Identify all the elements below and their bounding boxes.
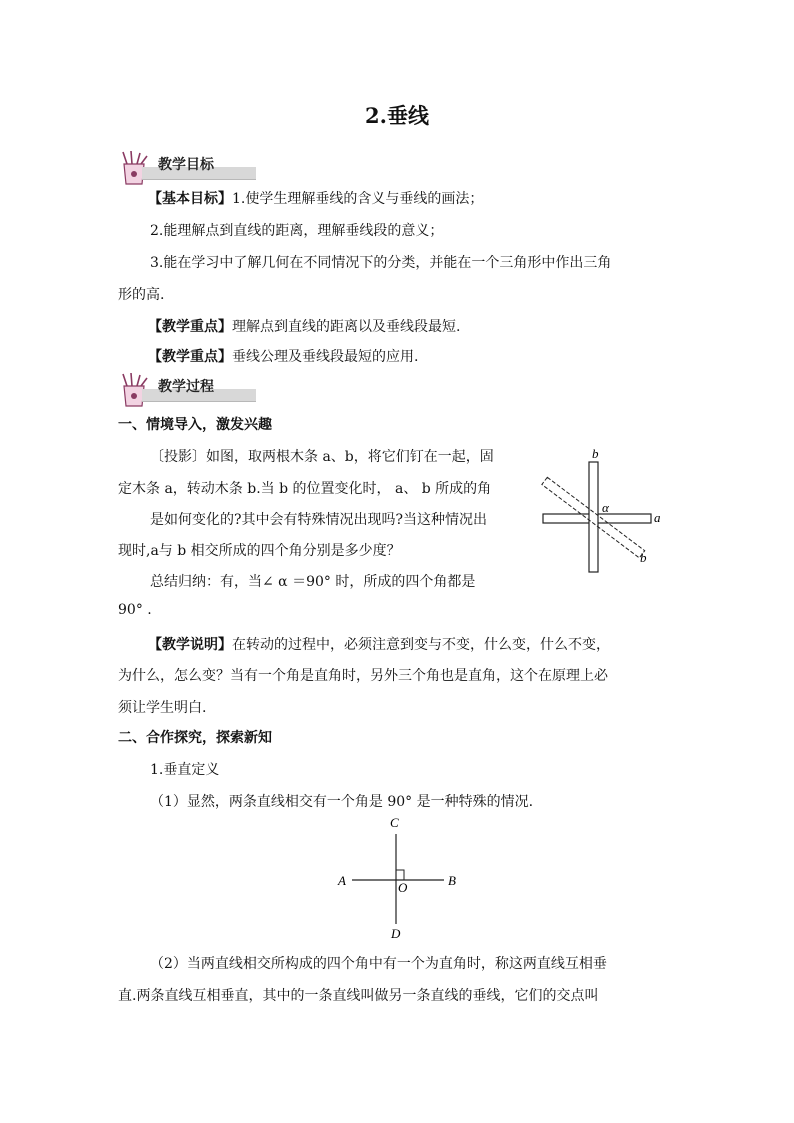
summary-line: 总结归纳：有，当∠ α ＝90° 时，所成的四个角都是 xyxy=(150,574,476,590)
statement-1: （1）显然，两条直线相交有一个角是 90° 是一种特殊的情况. xyxy=(150,794,534,810)
summary-line: 90° . xyxy=(118,602,152,618)
teaching-note-line: 须让学生明白. xyxy=(118,700,207,716)
statement-2-line2: 直.两条直线互相垂直，其中的一条直线叫做另一条直线的垂线，它们的交点叫 xyxy=(118,988,599,1004)
section-heading-label: 教学目标 xyxy=(158,157,214,173)
statement-2-line1: （2）当两直线相交所构成的四个角中有一个为直角时，称这两直线互相垂 xyxy=(150,956,607,972)
key-point-2 xyxy=(148,346,418,366)
goal-basic xyxy=(148,188,483,208)
teaching-note-text: 在转动的过程中，必须注意到变与不变，什么变，什么不变， xyxy=(232,637,610,653)
wooden-strips-figure xyxy=(536,446,666,576)
teaching-note xyxy=(148,634,610,654)
teaching-note-label: 【教学说明】 xyxy=(148,637,232,653)
part1-paragraph-line: 是如何变化的?其中会有特殊情况出现吗?当这种情况出 xyxy=(150,512,488,528)
key-point-label: 【教学重点】 xyxy=(148,319,232,335)
basic-goal-text: 1.使学生理解垂线的含义与垂线的画法； xyxy=(232,191,484,207)
subheading-perpendicular-definition: 1.垂直定义 xyxy=(150,762,220,778)
goal-item-3-line2: 形的高. xyxy=(118,287,165,303)
key-point xyxy=(148,316,460,336)
label-b-top: b xyxy=(592,446,599,461)
perpendicular-lines-figure xyxy=(330,812,470,942)
strip-b xyxy=(589,462,598,572)
section-heading-process xyxy=(118,372,258,408)
label-B: B xyxy=(448,873,456,888)
right-angle-mark xyxy=(396,870,404,880)
page-title: 2.垂线 xyxy=(365,103,429,128)
label-O: O xyxy=(398,880,408,895)
label-b-bottom: b xyxy=(640,550,647,565)
label-alpha: α xyxy=(602,500,609,515)
section-heading-label: 教学过程 xyxy=(158,379,214,395)
basic-goal-label: 【基本目标】 xyxy=(148,191,232,207)
goal-item-2: 2.能理解点到直线的距离，理解垂线段的意义； xyxy=(150,223,444,239)
goal-item-3-line1: 3.能在学习中了解几何在不同情况下的分类，并能在一个三角形中作出三角 xyxy=(150,255,612,271)
part1-paragraph-line: 现时,a与 b 相交所成的四个角分别是多少度？ xyxy=(118,543,401,559)
part1-paragraph-line: 〔投影〕如图，取两根木条 a、b，将它们钉在一起，固 xyxy=(150,449,494,465)
part1-paragraph-line: 定木条 a，转动木条 b.当 b 的位置变化时， a、 b 所成的角 xyxy=(118,481,492,497)
key-point-text: 理解点到直线的距离以及垂线段最短. xyxy=(232,319,461,335)
key-point-2-text: 垂线公理及垂线段最短的应用. xyxy=(232,349,419,365)
label-C: C xyxy=(390,815,399,830)
part2-heading: 二、合作探究，探索新知 xyxy=(118,730,272,746)
section-heading-goals xyxy=(118,150,258,186)
label-A: A xyxy=(338,873,346,888)
label-a: a xyxy=(654,510,661,525)
label-D: D xyxy=(391,926,401,941)
key-point-2-label: 【教学重点】 xyxy=(148,349,232,365)
part1-heading: 一、情境导入，激发兴趣 xyxy=(118,417,272,433)
teaching-note-line: 为什么，怎么变？当有一个角是直角时，另外三个角也是直角，这个在原理上必 xyxy=(118,668,608,684)
